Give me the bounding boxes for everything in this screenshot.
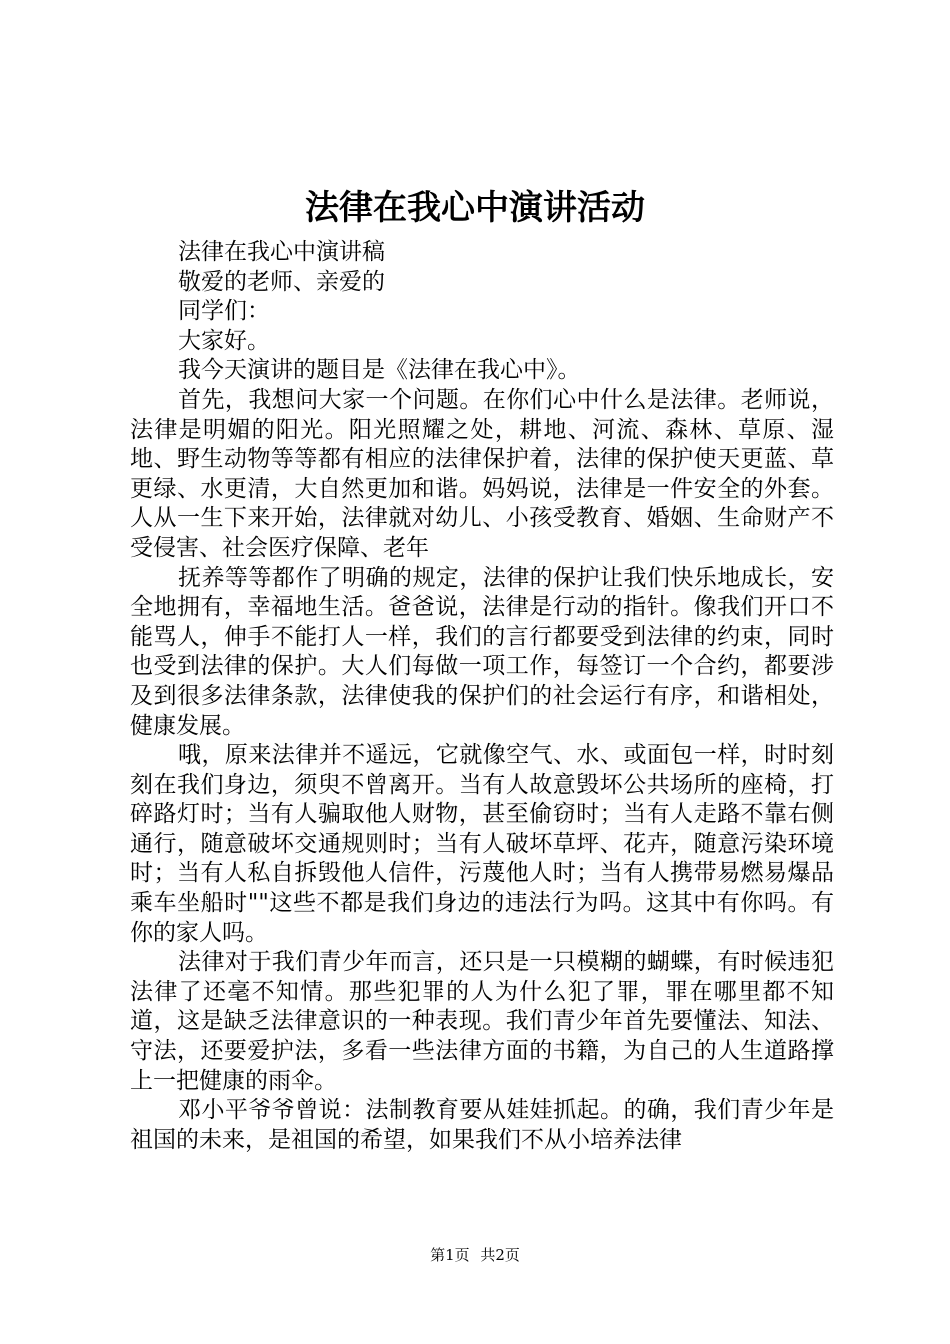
paragraph: 哦，原来法律并不遥远，它就像空气、水、或面包一样，时时刻刻在我们身边，须臾不曾离开。当有人故意毁坏公共场所的座椅，打碎路灯时；当有人骗取他人财物，甚至偷窃时；当有人走路不靠右侧通行，随意破坏交通规则时；当有人破坏草坪、花卉，随意污染环境时；当有人私自拆毁他人信件，污蔑他人时；当有人携带易燃易爆品乘车坐船时""这些不都是我们身边的违法行为吗。这其中有你吗。有你的家人吗。 (130, 742, 834, 946)
paragraph: 法律对于我们青少年而言，还只是一只模糊的蝴蝶，有时候违犯法律了还毫不知情。那些犯罪的人为什么犯了罪，罪在哪里都不知道，这是缺乏法律意识的一种表现。我们青少年首先要懂法、知法、守法，还要爱护法，多看一些法律方面的书籍，为自己的人生道路撑上一把健康的雨伞。 (130, 949, 834, 1094)
paragraph: 首先，我想问大家一个问题。在你们心中什么是法律。老师说，法律是明媚的阳光。阳光照耀之处，耕地、河流、森林、草原、湿地、野生动物等等都有相应的法律保护着，法律的保护使天更蓝、草更绿、水更清，大自然更加和谐。妈妈说，法律是一件安全的外套。人从一生下来开始，法律就对幼儿、小孩受教育、婚姻、生命财产不受侵害、社会医疗保障、老年 (130, 386, 834, 561)
page-total: 共2页 (480, 1246, 520, 1264)
paragraph: 抚养等等都作了明确的规定，法律的保护让我们快乐地成长，安全地拥有，幸福地生活。爸爸说，法律是行动的指针。像我们开口不能骂人，伸手不能打人一样，我们的言行都要受到法律的约束，同时也受到法律的保护。大人们每做一项工作，每签订一个合约，都要涉及到很多法律条款，法律使我的保护们的社会运行有序，和谐相处，健康发展。 (130, 564, 834, 739)
paragraph: 大家好。 (178, 327, 270, 354)
document-body (130, 238, 834, 1155)
paragraph: 我今天演讲的题目是《法律在我心中》。 (178, 357, 581, 384)
paragraph: 邓小平爷爷曾说：法制教育要从娃娃抓起。的确，我们青少年是祖国的未来，是祖国的希望，如果我们不从小培养法律 (130, 1097, 834, 1153)
document-title: 法律在我心中演讲活动 (305, 188, 645, 228)
page-number: 第1页 (430, 1246, 470, 1264)
paragraph: 敬爱的老师、亲爱的 (178, 268, 385, 295)
paragraph: 同学们： (178, 298, 270, 325)
paragraph: 法律在我心中演讲稿 (178, 239, 385, 265)
page-footer (0, 1245, 950, 1265)
